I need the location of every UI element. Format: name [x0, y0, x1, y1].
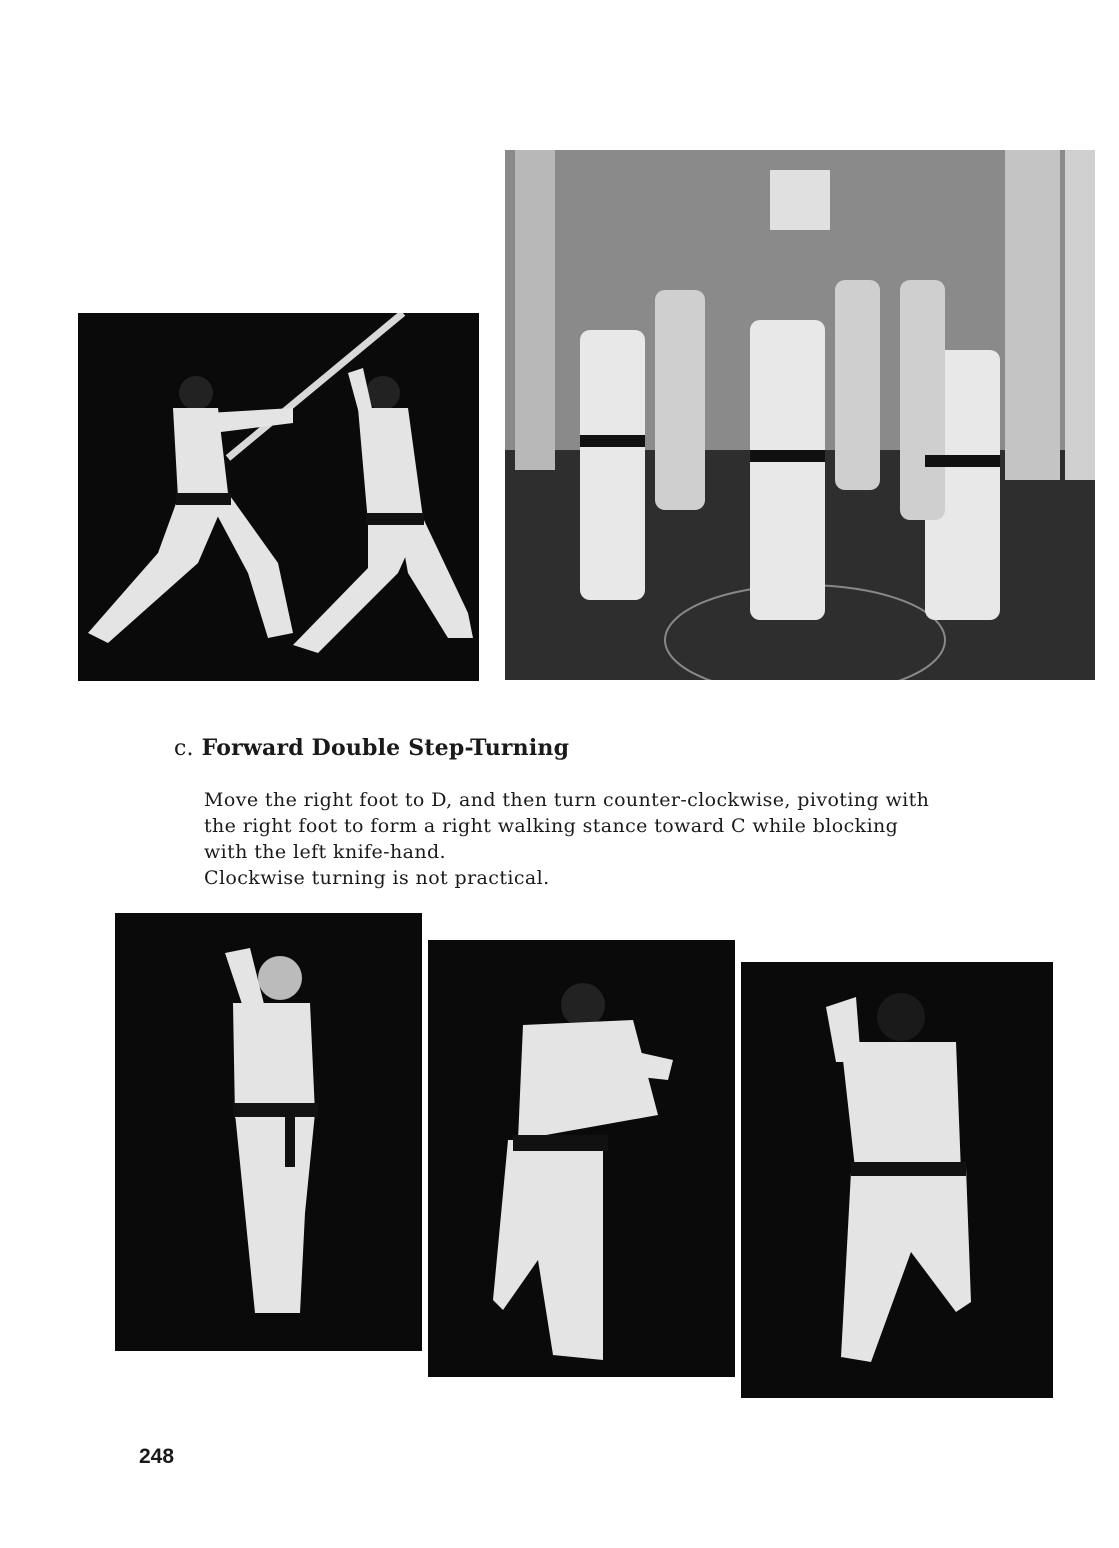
body-text: [204, 787, 944, 891]
photo-step-2: [428, 940, 735, 1377]
instruction-paragraph: Move the right foot to D, and then turn counter-clockwise, pivoting with the right foot to form a right walking stance toward C while blocking with the left knife-hand.: [204, 789, 930, 863]
section-heading: [174, 735, 569, 761]
staff-defense-illustration: [78, 313, 479, 681]
photo-step-3: [741, 962, 1053, 1398]
photo-class-practice: [505, 150, 1095, 680]
note-paragraph: Clockwise turning is not practical.: [204, 867, 550, 889]
section-title: Forward Double Step-Turning: [201, 735, 570, 761]
page-number: 248: [139, 1445, 175, 1468]
class-practice-illustration: [505, 150, 1095, 680]
step-2-illustration: [428, 940, 735, 1377]
step-3-illustration: [741, 962, 1053, 1398]
photo-staff-defense: [78, 313, 479, 681]
step-1-illustration: [115, 913, 422, 1351]
section-prefix: c.: [174, 736, 194, 761]
photo-step-1: [115, 913, 422, 1351]
